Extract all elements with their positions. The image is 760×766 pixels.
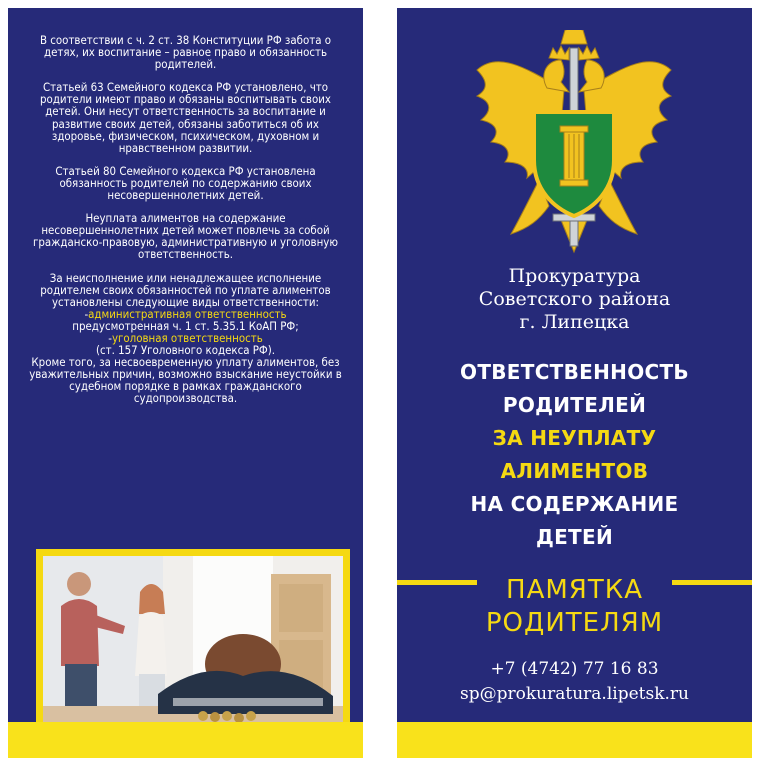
- org-line-1: Прокуратура: [508, 265, 641, 287]
- left-panel: [8, 8, 363, 758]
- admin-liability-highlight: административная ответственность: [88, 306, 287, 321]
- prosecutor-office-emblem-icon: [469, 30, 679, 260]
- memo-line-2: РОДИТЕЛЯМ: [485, 608, 664, 638]
- title-line-2: РОДИТЕЛЕЙ: [502, 393, 647, 417]
- family-code-80-paragraph: Статьей 80 Семейного кодекса РФ установлена обязанность родителей по содержанию своих несовершеннолетних детей.: [55, 163, 316, 203]
- leaflet-title: [397, 356, 752, 554]
- legal-text-block: [28, 34, 343, 405]
- email-address: sp@prokuratura.lipetsk.ru: [460, 684, 689, 704]
- title-line-4: АЛИМЕНТОВ: [500, 459, 649, 483]
- memo-heading: [397, 574, 752, 640]
- right-bottom-stripe: [397, 722, 752, 758]
- penalty-paragraph: Кроме того, за несвоевременную уплату алиментов, без уважительных причин, возможно взыскание неустойки в судебном порядке в рамках гражданского судопроизводства.: [29, 355, 342, 406]
- constitution-paragraph: В соответствии с ч. 2 ст. 38 Конституции РФ забота о детях, их воспитание – равное право и обязанность родителей.: [40, 33, 331, 72]
- title-line-5: НА СОДЕРЖАНИЕ: [470, 492, 679, 516]
- family-conflict-illustration: [43, 556, 343, 731]
- organization-name: [397, 265, 752, 334]
- phone-number: +7 (4742) 77 16 83: [490, 659, 659, 679]
- admin-liability-line: -административная ответственность: [84, 306, 287, 321]
- family-conflict-photo: [36, 549, 350, 738]
- liability-types-paragraph: За неисполнение или ненадлежащее исполнение родителем своих обязанностей по уплате алиментов установлены следующие виды ответственности:: [40, 270, 331, 309]
- non-payment-paragraph: Неуплата алиментов на содержание несовершеннолетних детей может повлечь за собой гражданско-правовую, административную и уголовную ответственность.: [33, 211, 338, 262]
- family-code-63-paragraph: Статьей 63 Семейного кодекса РФ установлено, что родители имеют право и обязаны воспитывать своих детей. Они несут ответственность за воспитание и развитие своих детей, обязаны заботиться об их здоровье, физическом, психическом, духовном и нравственном развитии.: [40, 80, 331, 155]
- left-bottom-stripe: [8, 722, 363, 758]
- title-line-3: ЗА НЕУПЛАТУ: [492, 426, 657, 450]
- criminal-liability-line: -уголовная ответственность: [108, 330, 263, 345]
- title-line-1: ОТВЕТСТВЕННОСТЬ: [460, 360, 689, 384]
- memo-line-1: ПАМЯТКА: [506, 575, 643, 605]
- right-panel: [397, 8, 752, 758]
- criminal-liability-reference: (ст. 157 Уголовного кодекса РФ).: [95, 343, 275, 358]
- org-line-3: г. Липецка: [519, 311, 630, 333]
- criminal-liability-highlight: уголовная ответственность: [111, 330, 263, 345]
- contact-block: [397, 657, 752, 707]
- admin-liability-reference: предусмотренная ч. 1 ст. 5.35.1 КоАП РФ;: [72, 318, 299, 333]
- title-line-6: ДЕТЕЙ: [535, 525, 614, 549]
- org-line-2: Советского района: [478, 288, 671, 310]
